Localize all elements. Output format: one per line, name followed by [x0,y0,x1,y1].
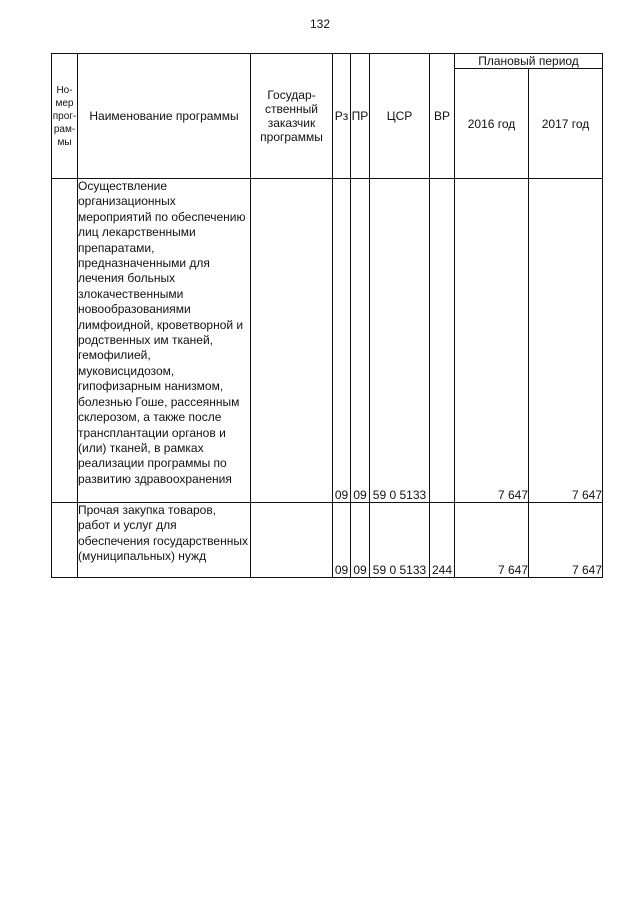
table-header [52,54,603,179]
cell-name: Осуществление организационных мероприятий по обеспечению лиц лекарственными препаратами, предназначенными для лечения больных злокачественными новообразованиями лимфоидной, кроветворной и родственных им тканей, гемофилией, муковисцидозом, гипофизарным нанизмом, болезнью Гоше, рассеянным склерозом, а также после трансплантации органов и (или) тканей, в рамках реализации программы по развитию здравоохранения [78,179,251,503]
cell-vr [430,179,455,503]
cell-year-2017: 7 647 [529,179,603,503]
cell-rz: 09 [333,179,351,503]
header-rz: Рз [333,54,351,179]
cell-customer [251,503,333,578]
header-customer-line: ственный [265,102,318,116]
cell-vr: 244 [430,503,455,578]
cell-name: Прочая закупка товаров, работ и услуг для обеспечения государственных (муниципальных) нужд [78,503,251,578]
header-name: Наименование программы [78,54,251,179]
header-pr: ПР [351,54,370,179]
cell-number [52,503,78,578]
header-csr: ЦСР [370,54,430,179]
cell-csr: 59 0 5133 [370,503,430,578]
header-planned-period: Плановый период [455,54,603,69]
page-number: 132 [309,17,331,31]
header-number [52,54,78,179]
header-customer [251,54,333,179]
header-customer-line: заказчик [267,116,316,130]
header-number-line: Но- [56,84,73,96]
cell-year-2016: 7 647 [455,503,529,578]
header-customer-line: программы [260,130,323,144]
cell-rz: 09 [333,503,351,578]
cell-number [52,179,78,503]
cell-pr: 09 [351,503,370,578]
cell-year-2017: 7 647 [529,503,603,578]
header-customer-line: Государ- [267,88,316,102]
budget-table [51,53,603,578]
table-row [52,503,603,578]
table-row [52,179,603,503]
header-number-line: мер [55,97,74,109]
header-vr: ВР [430,54,455,179]
header-number-line: прог- [52,110,77,122]
header-year-2016: 2016 год [455,69,529,179]
cell-customer [251,179,333,503]
cell-year-2016: 7 647 [455,179,529,503]
cell-pr: 09 [351,179,370,503]
cell-csr: 59 0 5133 [370,179,430,503]
header-number-line: рам- [53,123,76,135]
header-year-2017: 2017 год [529,69,603,179]
table-body [52,179,603,578]
header-number-line: мы [57,136,72,148]
